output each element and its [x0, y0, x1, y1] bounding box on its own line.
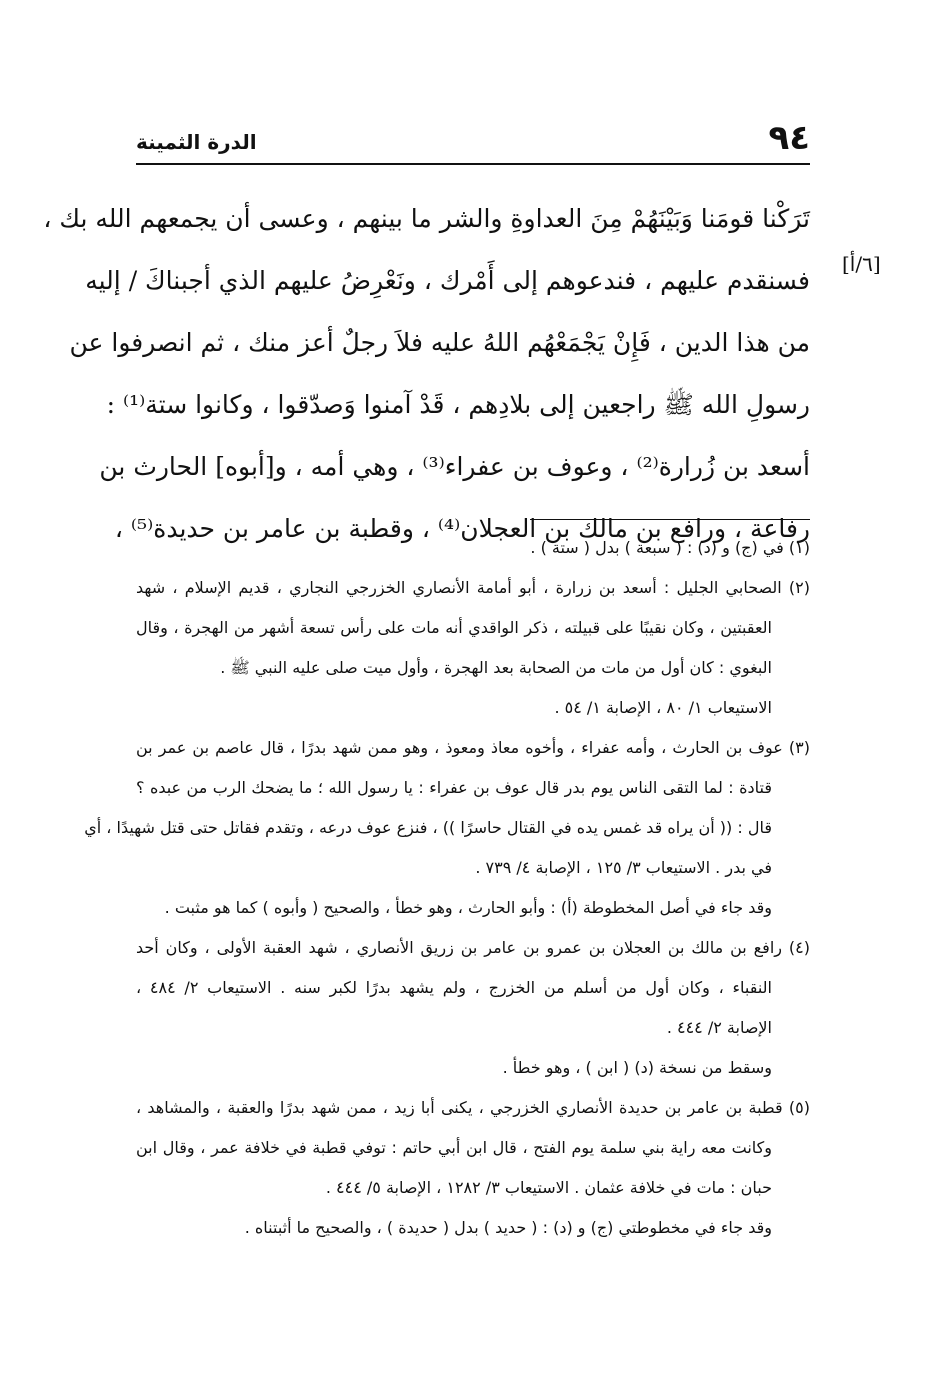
manuscript-folio-mark: [٦/أ]: [842, 252, 881, 276]
footnote-line: وكانت معه راية بني سلمة يوم الفتح ، قال ابن أبي حاتم : توفي قطبة في خلافة عمر ، وقال ابن: [136, 1138, 772, 1157]
main-text-line: من هذا الدين ، فَإِنْ يَجْمَعْهُم اللهُ عليه فلاَ رجلٌ أعز منك ، ثم انصرفوا عن: [69, 328, 810, 357]
header-rule: [136, 163, 810, 165]
footnote-line: النقباء ، وكان أول من أسلم من الخزرج ، ولم يشهد بدرًا لكبر سنه . الاستيعاب ٢/ ٤٨٤ ،: [136, 978, 773, 997]
footnote-line: الاستيعاب ١/ ٨٠ ، الإصابة ١/ ٥٤ .: [554, 698, 772, 717]
footnote-line: قتادة : لما التقى الناس يوم بدر قال عوف بن عفراء : يا رسول الله ؛ ما يضحك الرب من عبده ؟: [136, 778, 772, 797]
footnote-line: وقد جاء في مخطوطتي (ج) و (د) : ( حديد ) بدل ( حديدة ) ، والصحيح ما أثبتناه .: [244, 1218, 772, 1237]
footnote-separator: [530, 519, 810, 520]
footnote-line: الإصابة ٢/ ٤٤٤ .: [666, 1018, 772, 1037]
main-text-line: أسعد بن زُرارة⁽²⁾ ، وعوف بن عفراء⁽³⁾ ، وهي أمه ، و[أبوه] الحارث بن: [99, 452, 810, 481]
footnote-line: البغوي : كان أول من مات من الصحابة بعد الهجرة ، وأول ميت صلى عليه النبي ﷺ .: [220, 658, 772, 677]
footnotes: [84, 528, 810, 1248]
footnote-line: في بدر . الاستيعاب ٣/ ١٢٥ ، الإصابة ٤/ ٧٣٩ .: [475, 858, 772, 877]
footnote-line: (٤) رافع بن مالك بن العجلان بن عمرو بن عامر بن زريق الأنصاري ، شهد العقبة الأولى ، وكان أحد: [136, 938, 810, 957]
main-text-line: رفاعة ، ورافع بن مالك بن العجلان⁽⁴⁾ ، وقطبة بن عامر بن حديدة⁽⁵⁾ ،: [114, 514, 810, 543]
footnote-line: وقد جاء في أصل المخطوطة (أ) : وأبو الحارث ، وهو خطأ ، والصحيح ( وأبوه ) كما هو مثبت .: [164, 898, 772, 917]
page-number: ٩٤: [768, 118, 810, 158]
footnote-line: (٣) عوف بن الحارث ، وأمه عفراء ، وأخوه معاذ ومعوذ ، وهو ممن شهد بدرًا ، قال عاصم بن عمر بن: [136, 738, 810, 757]
footnote-line: قال : (( أن يراه قد غمس يده في القتال حاسرًا )) ، فنزع عوف درعه ، وتقدم فقاتل حتى قتل شهيدًا ، أي: [84, 818, 772, 837]
footnote-line: (٢) الصحابي الجليل : أسعد بن زرارة ، أبو أمامة الأنصاري الخزرجي النجاري ، قديم الإسلام ، شهد: [136, 578, 810, 597]
main-text-line: تَرَكْنا قومَنا وَبَيْنَهُمْ مِنَ العداوةِ والشر ما بينهم ، وعسى أن يجمعهم الله بك ،: [43, 204, 810, 233]
running-header: [136, 118, 810, 166]
footnote-line: وسقط من نسخة (د) ( ابن ) ، وهو خطأ .: [502, 1058, 772, 1077]
main-text-line: رسولِ الله ﷺ راجعين إلى بلادِهم ، قَدْ آمنوا وَصدّقوا ، وكانوا ستة⁽¹⁾ :: [106, 390, 810, 419]
footnote-line: حبان : مات في خلافة عثمان . الاستيعاب ٣/ ١٢٨٢ ، الإصابة ٥/ ٤٤٤ .: [325, 1178, 772, 1197]
main-text-line: فسنقدم عليهم ، فندعوهم إلى أَمْرك ، ونَعْرِضُ عليهم الذي أجبناكَ / إليه: [85, 266, 810, 295]
footnote-line: (١) في (ج) و (د) : ( سبعة ) بدل ( ستة ) .: [530, 538, 810, 557]
footnote-line: العقبتين ، وكان نقيبًا على قبيلته ، ذكر الواقدي أنه مات على رأس تسعة أشهر من الهجرة ، وقال: [136, 618, 772, 637]
main-text: [43, 188, 810, 560]
footnote-line: (٥) قطبة بن عامر بن حديدة الأنصاري الخزرجي ، يكنى أبا زيد ، ممن شهد بدرًا والعقبة ، والمشاهد ،: [136, 1098, 810, 1117]
book-title: الدرة الثمينة: [136, 130, 257, 154]
